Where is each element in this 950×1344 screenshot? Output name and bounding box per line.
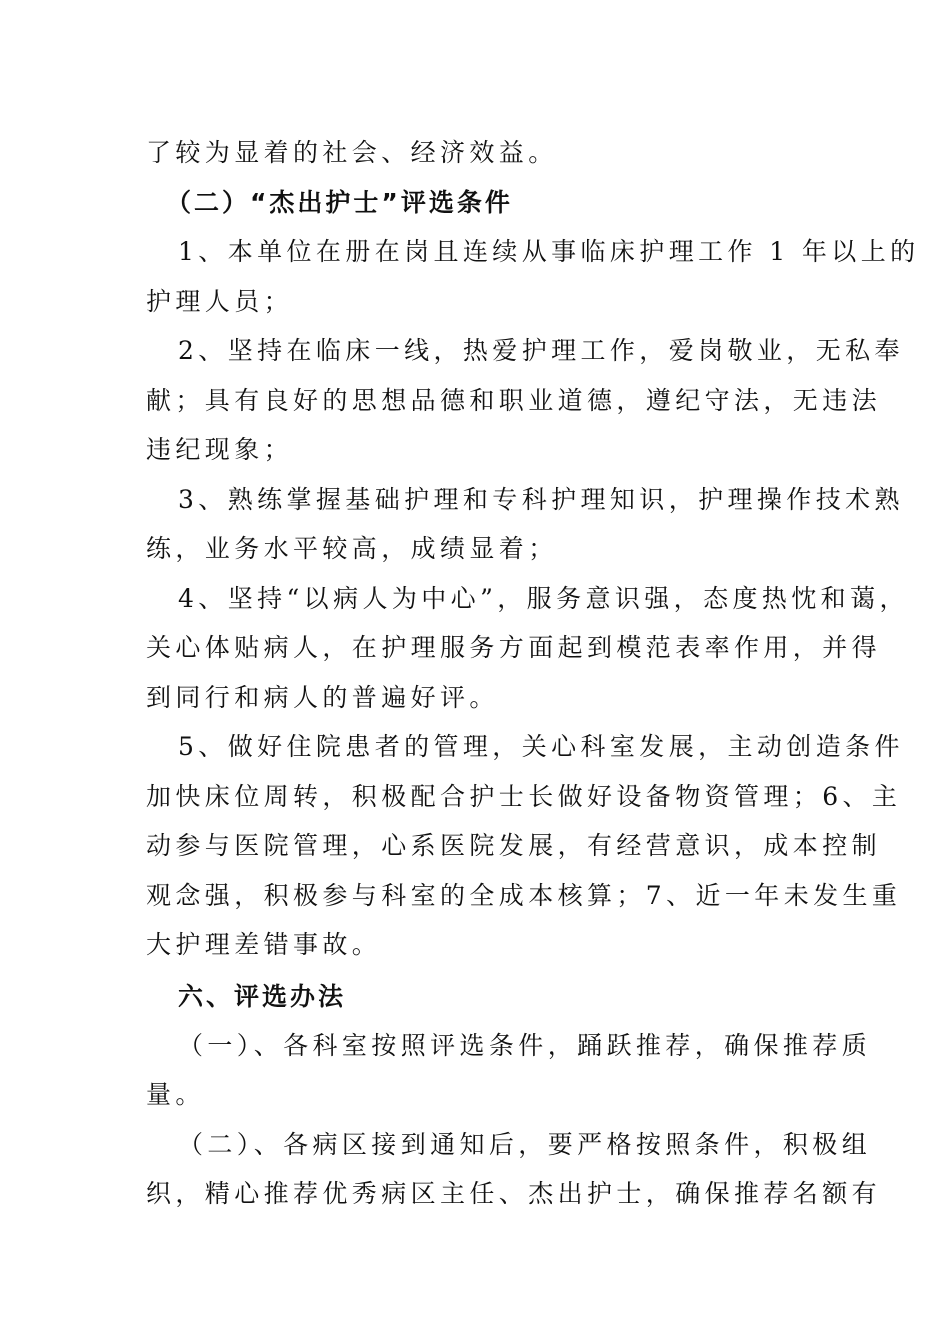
paragraph-line: 了较为显着的社会、经济效益。 — [146, 138, 558, 167]
paragraph-line: 到同行和病人的普遍好评。 — [146, 683, 499, 712]
paragraph-line: （一）、各科室按照评选条件，踊跃推荐，确保推荐质 — [178, 1031, 872, 1060]
paragraph-line: 4、坚持“以病人为中心”，服务意识强，态度热忱和蔼， — [178, 584, 909, 613]
paragraph-line: 5、做好住院患者的管理，关心科室发展，主动创造条件 — [178, 732, 904, 761]
paragraph-line: 量。 — [146, 1080, 205, 1109]
paragraph-line: 观念强，积极参与科室的全成本核算；7、近一年未发生重 — [146, 881, 902, 910]
paragraph-line: 1、本单位在册在岗且连续从事临床护理工作 1 年以上的 — [178, 237, 920, 266]
paragraph-line: 练，业务水平较高，成绩显着； — [146, 534, 558, 563]
section-heading: （二）“杰出护士”评选条件 — [166, 188, 513, 217]
paragraph-line: 护理人员； — [146, 287, 294, 316]
paragraph-line: 3、熟练掌握基础护理和专科护理知识，护理操作技术熟 — [178, 485, 904, 514]
paragraph-line: 献；具有良好的思想品德和职业道德，遵纪守法，无违法 — [146, 386, 882, 415]
paragraph-line: 2、坚持在临床一线，热爱护理工作，爱岗敬业，无私奉 — [178, 336, 904, 365]
paragraph-line: 关心体贴病人，在护理服务方面起到模范表率作用，并得 — [146, 633, 882, 662]
paragraph-line: 大护理差错事故。 — [146, 930, 382, 959]
paragraph-line: 动参与医院管理，心系医院发展，有经营意识，成本控制 — [146, 831, 882, 860]
paragraph-line: 织，精心推荐优秀病区主任、杰出护士，确保推荐名额有 — [146, 1179, 882, 1208]
paragraph-line: （二）、各病区接到通知后，要严格按照条件，积极组 — [178, 1130, 872, 1159]
paragraph-line: 违纪现象； — [146, 435, 294, 464]
paragraph-line: 加快床位周转，积极配合护士长做好设备物资管理；6、主 — [146, 782, 902, 811]
section-heading: 六、评选办法 — [178, 982, 347, 1011]
